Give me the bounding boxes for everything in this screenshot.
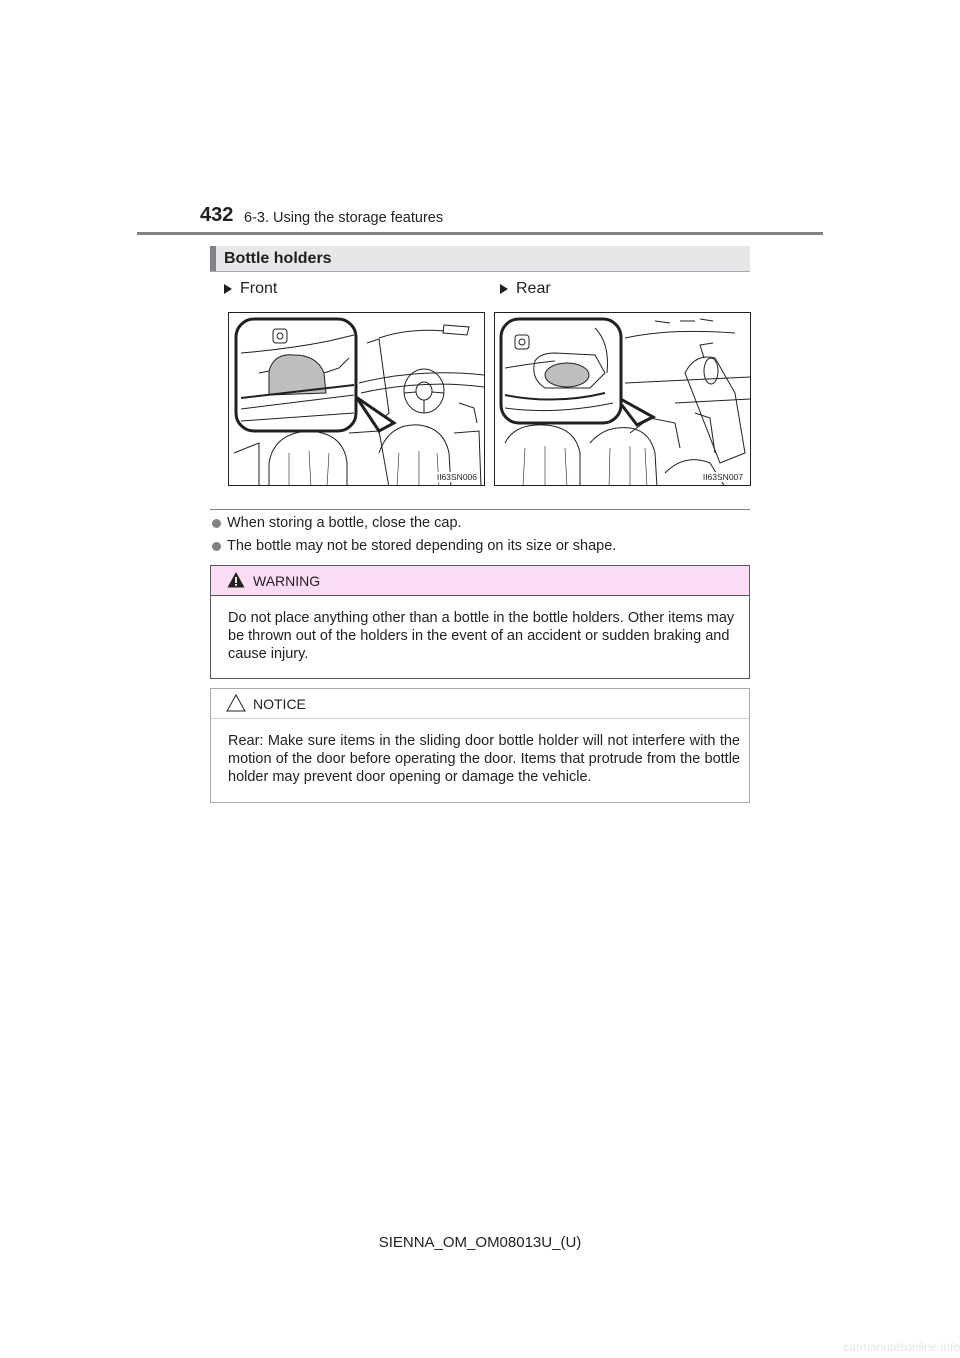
page-number: 432 xyxy=(200,204,234,226)
bullet-text: The bottle may not be stored depending on its size or shape. xyxy=(227,538,617,554)
watermark: carmanualsonline.info xyxy=(843,1340,960,1354)
warning-header xyxy=(211,566,749,596)
bullet-dot-icon xyxy=(212,519,221,528)
triangle-bullet-icon xyxy=(500,284,508,294)
figure-code: II63SN007 xyxy=(702,472,743,482)
heading-text: Bottle holders xyxy=(224,250,332,267)
rear-bottle-holder-illustration xyxy=(494,312,751,486)
warning-text: Do not place anything other than a bottle in the bottle holders. Other items may be thrown out of the holders in the event of an accident or sudden braking and cause injury. xyxy=(228,610,735,662)
subheading-rear xyxy=(500,279,551,299)
notice-box xyxy=(210,688,750,803)
bullet-divider xyxy=(210,509,750,510)
bullet-text: When storing a bottle, close the cap. xyxy=(227,515,462,531)
warning-title: WARNING xyxy=(253,573,321,589)
figure-code: II63SN006 xyxy=(436,472,477,482)
front-interior-drawing xyxy=(229,313,485,486)
caution-triangle-icon xyxy=(226,694,246,712)
notice-text: Rear: Make sure items in the sliding door bottle holder will not interfere with the motion of the door before operating the door. Items that protrude from the bottle holder may prevent door opening or damage the vehicle. xyxy=(228,733,740,785)
subheading-front-label: Front xyxy=(240,280,278,297)
footer-doc-id: SIENNA_OM_OM08013U_(U) xyxy=(378,1234,582,1251)
subheading-rear-label: Rear xyxy=(516,280,551,297)
subheading-front xyxy=(224,279,277,299)
header-divider xyxy=(137,232,823,235)
notice-title: NOTICE xyxy=(253,696,306,712)
notice-header xyxy=(211,689,749,719)
section-heading xyxy=(210,246,750,272)
triangle-bullet-icon xyxy=(224,284,232,294)
rear-interior-drawing xyxy=(495,313,751,486)
heading-accent xyxy=(210,246,216,271)
warning-box xyxy=(210,565,750,679)
bullet-item xyxy=(212,537,616,555)
warning-triangle-icon xyxy=(227,571,245,589)
bullet-dot-icon xyxy=(212,542,221,551)
front-bottle-holder-illustration xyxy=(228,312,485,486)
bullet-item xyxy=(212,514,462,532)
section-title: 6-3. Using the storage features xyxy=(244,210,444,226)
